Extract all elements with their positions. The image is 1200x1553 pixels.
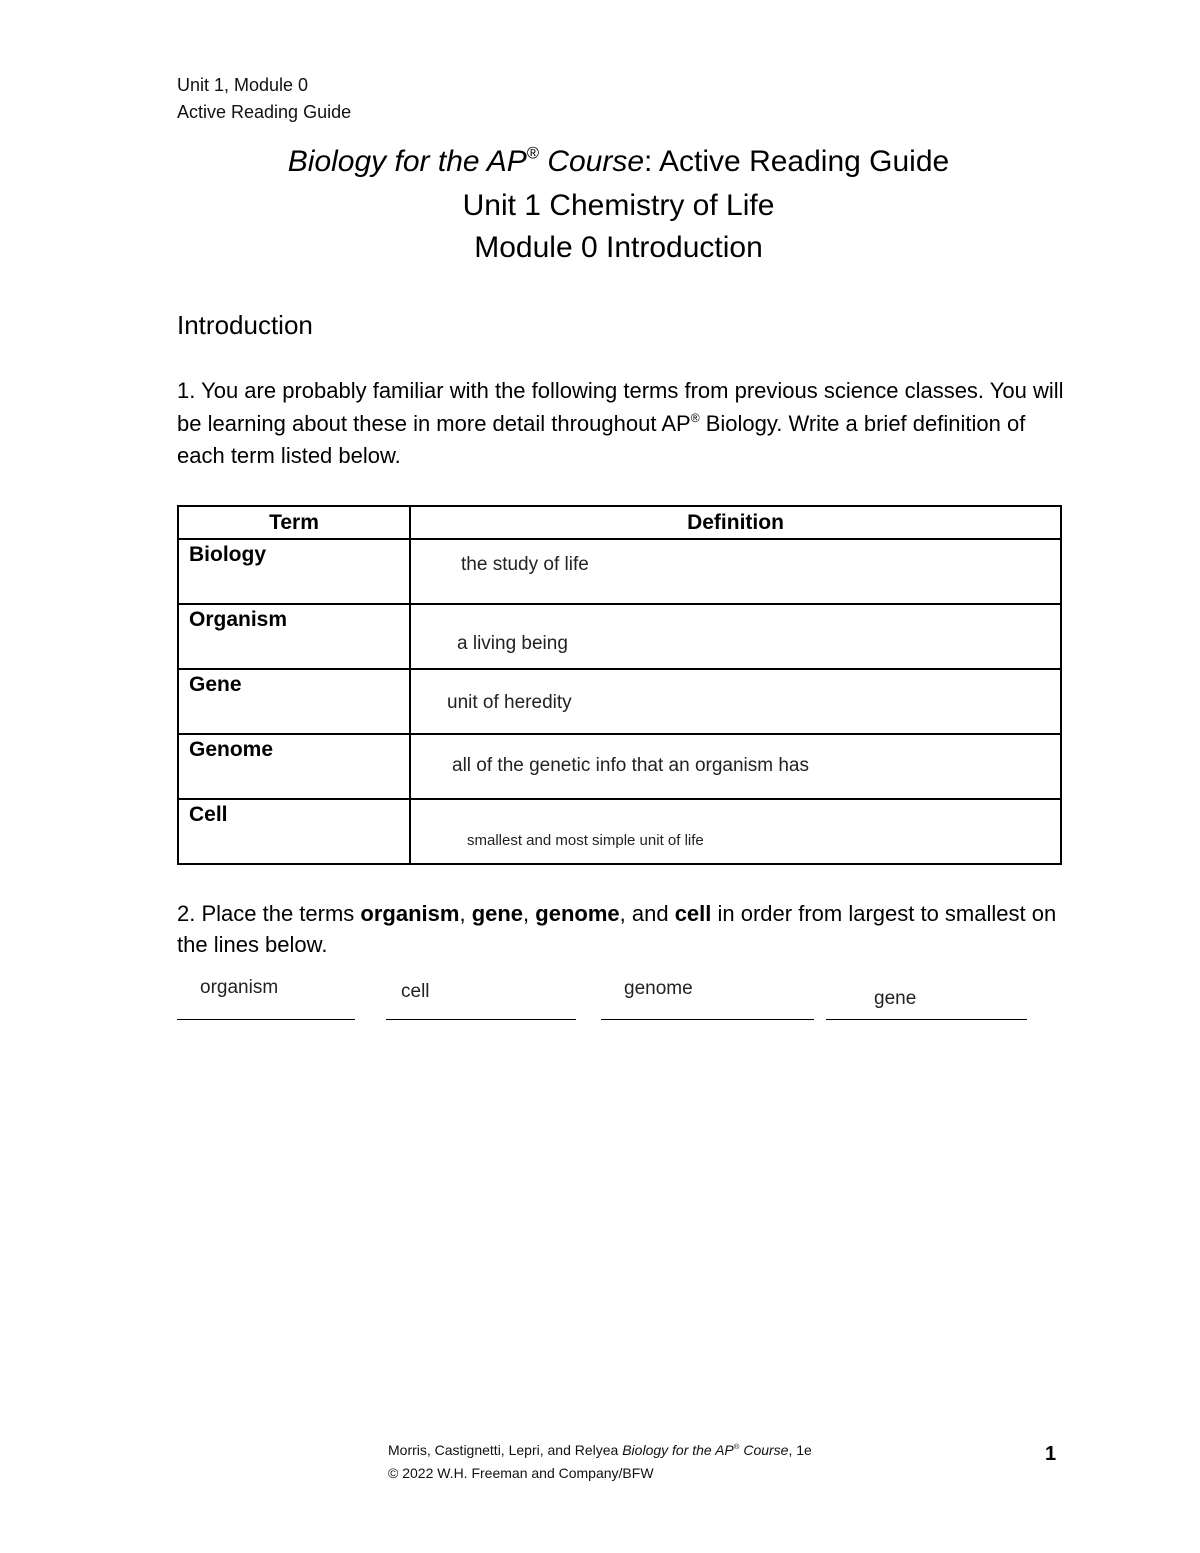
term-genome: Genome	[189, 738, 274, 761]
section-heading: Introduction	[177, 310, 313, 340]
title-registered-mark: ®	[526, 144, 539, 163]
question-2-term-genome: genome	[535, 901, 620, 926]
question-2-prefix: 2. Place the terms	[177, 901, 361, 926]
question-1-text-a: 1. You are probably familiar with the following terms from previous science classes. You will be learning about these in more detail throughout AP	[177, 378, 1064, 436]
question-1-text-b: Biology. Write a brief definition of each term listed below.	[177, 410, 1026, 468]
title-rest: : Active Reading Guide	[644, 145, 950, 178]
question-1	[177, 375, 1077, 473]
table-row	[178, 604, 1061, 669]
term-cell: Cell	[189, 803, 228, 826]
question-2-sep: ,	[459, 901, 472, 926]
definition-gene: unit of heredity	[447, 692, 572, 713]
term-gene: Gene	[189, 673, 242, 696]
term-cell	[178, 799, 410, 864]
answer-4[interactable]: gene	[874, 988, 917, 1009]
question-2-term-cell: cell	[674, 901, 712, 926]
footer-book-name: Biology for the AP	[622, 1442, 734, 1458]
answer-1[interactable]: organism	[200, 977, 279, 998]
answer-3[interactable]: genome	[624, 978, 693, 999]
term-organism: Organism	[189, 608, 288, 631]
footer-course-word: Course	[739, 1442, 789, 1458]
definition-cell[interactable]	[410, 669, 1061, 734]
answer-line-2	[386, 1019, 576, 1020]
terms-table	[177, 505, 1062, 865]
term-biology: Biology	[189, 543, 266, 566]
definition-cell[interactable]	[410, 539, 1061, 604]
header-unit-module: Unit 1, Module 0	[177, 75, 309, 95]
question-2-sep: , and	[619, 901, 675, 926]
unit-title: Unit 1 Chemistry of Life	[462, 189, 775, 222]
answer-line-1	[177, 1019, 355, 1020]
module-title: Module 0 Introduction	[474, 231, 763, 264]
header-guide-label: Active Reading Guide	[177, 102, 352, 122]
table-row	[178, 539, 1061, 604]
definition-cell[interactable]	[410, 734, 1061, 799]
page-number: 1	[1045, 1443, 1057, 1465]
term-cell	[178, 669, 410, 734]
term-cell	[178, 539, 410, 604]
title-course-word: Course	[538, 145, 645, 178]
footer-authors: Morris, Castignetti, Lepri, and Relyea	[388, 1442, 623, 1458]
question-2	[177, 898, 1077, 960]
term-cell	[178, 604, 410, 669]
term-cell	[178, 734, 410, 799]
answer-line-4	[826, 1019, 1027, 1020]
footer-edition: , 1e	[788, 1442, 812, 1458]
table-row	[178, 799, 1061, 864]
title-book-name: Biology for the AP	[287, 145, 527, 178]
answer-line-3	[601, 1019, 814, 1020]
footer-citation	[388, 1440, 812, 1461]
footer-copyright: © 2022 W.H. Freeman and Company/BFW	[388, 1465, 654, 1481]
answer-2[interactable]: cell	[401, 981, 430, 1002]
definition-biology: the study of life	[461, 554, 589, 575]
question-2-term-gene: gene	[471, 901, 524, 926]
table-row	[178, 669, 1061, 734]
question-1-registered-mark: ®	[690, 410, 700, 425]
definition-cell: smallest and most simple unit of life	[467, 832, 704, 849]
definition-cell[interactable]	[410, 799, 1061, 864]
header-term: Term	[178, 506, 410, 539]
definition-cell[interactable]	[410, 604, 1061, 669]
table-row	[178, 734, 1061, 799]
footer-registered-mark: ®	[733, 1442, 740, 1452]
page-title	[0, 144, 1200, 180]
table-header-row	[178, 506, 1061, 539]
header-definition: Definition	[410, 506, 1061, 539]
question-2-suffix: in order from largest to smallest on the lines below.	[177, 901, 1057, 957]
question-2-term-organism: organism	[360, 901, 460, 926]
question-2-sep: ,	[523, 901, 536, 926]
definition-organism: a living being	[457, 633, 568, 654]
definition-genome: all of the genetic info that an organism has	[452, 755, 810, 776]
